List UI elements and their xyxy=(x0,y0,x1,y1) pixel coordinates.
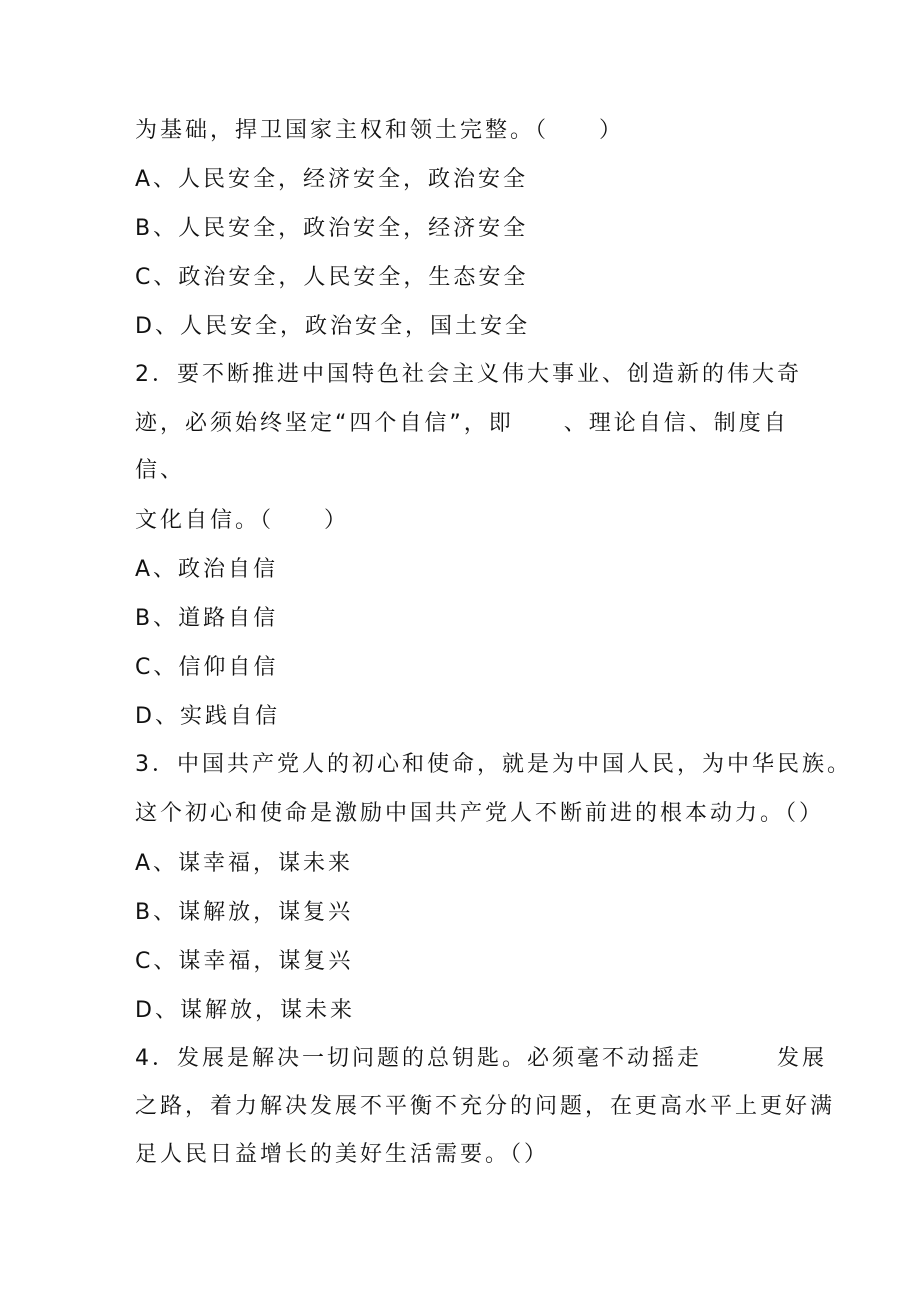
q1-option-d: D、人民安全，政治安全，国土安全 xyxy=(135,314,530,339)
q1-stem-line: 为基础，捍卫国家主权和领土完整。（ ） xyxy=(135,118,625,143)
q2-stem-line-3: 信、 xyxy=(135,458,186,483)
q2-stem-line-4: 文化自信。（ ） xyxy=(135,508,350,533)
q3-option-c: C、谋幸福，谋复兴 xyxy=(135,949,354,974)
q2-option-a: A、政治自信 xyxy=(135,557,279,582)
q4-stem-line-1: 4．发展是解决一切问题的总钥匙。必须毫不动摇走 发展 xyxy=(135,1046,827,1071)
q1-option-b: B、人民安全，政治安全，经济安全 xyxy=(135,216,529,241)
q4-stem-line-3: 足人民日益增长的美好生活需要。（） xyxy=(135,1142,550,1167)
q3-stem-line-1: 3．中国共产党人的初心和使命，就是为中国人民，为中华民族。 xyxy=(135,752,852,777)
q1-option-c: C、政治安全，人民安全，生态安全 xyxy=(135,265,529,290)
q3-option-a: A、谋幸福，谋未来 xyxy=(135,851,354,876)
q3-stem-line-2: 这个初心和使命是激励中国共产党人不断前进的根本动力。（） xyxy=(135,801,825,826)
q2-option-d: D、实践自信 xyxy=(135,704,280,729)
q1-option-a: A、人民安全，经济安全，政治安全 xyxy=(135,167,529,192)
q4-stem-line-2: 之路，着力解决发展不平衡不充分的问题，在更高水平上更好满 xyxy=(135,1094,836,1119)
q3-option-d: D、谋解放，谋未来 xyxy=(135,998,355,1023)
q2-stem-line-1: 2．要不断推进中国特色社会主义伟大事业、创造新的伟大奇 xyxy=(135,362,802,387)
q2-option-c: C、信仰自信 xyxy=(135,655,279,680)
q2-option-b: B、道路自信 xyxy=(135,606,279,631)
q2-stem-line-2: 迹，必须始终坚定“四个自信”，即 、理论自信、制度自 xyxy=(135,411,789,436)
q3-option-b: B、谋解放，谋复兴 xyxy=(135,900,354,925)
